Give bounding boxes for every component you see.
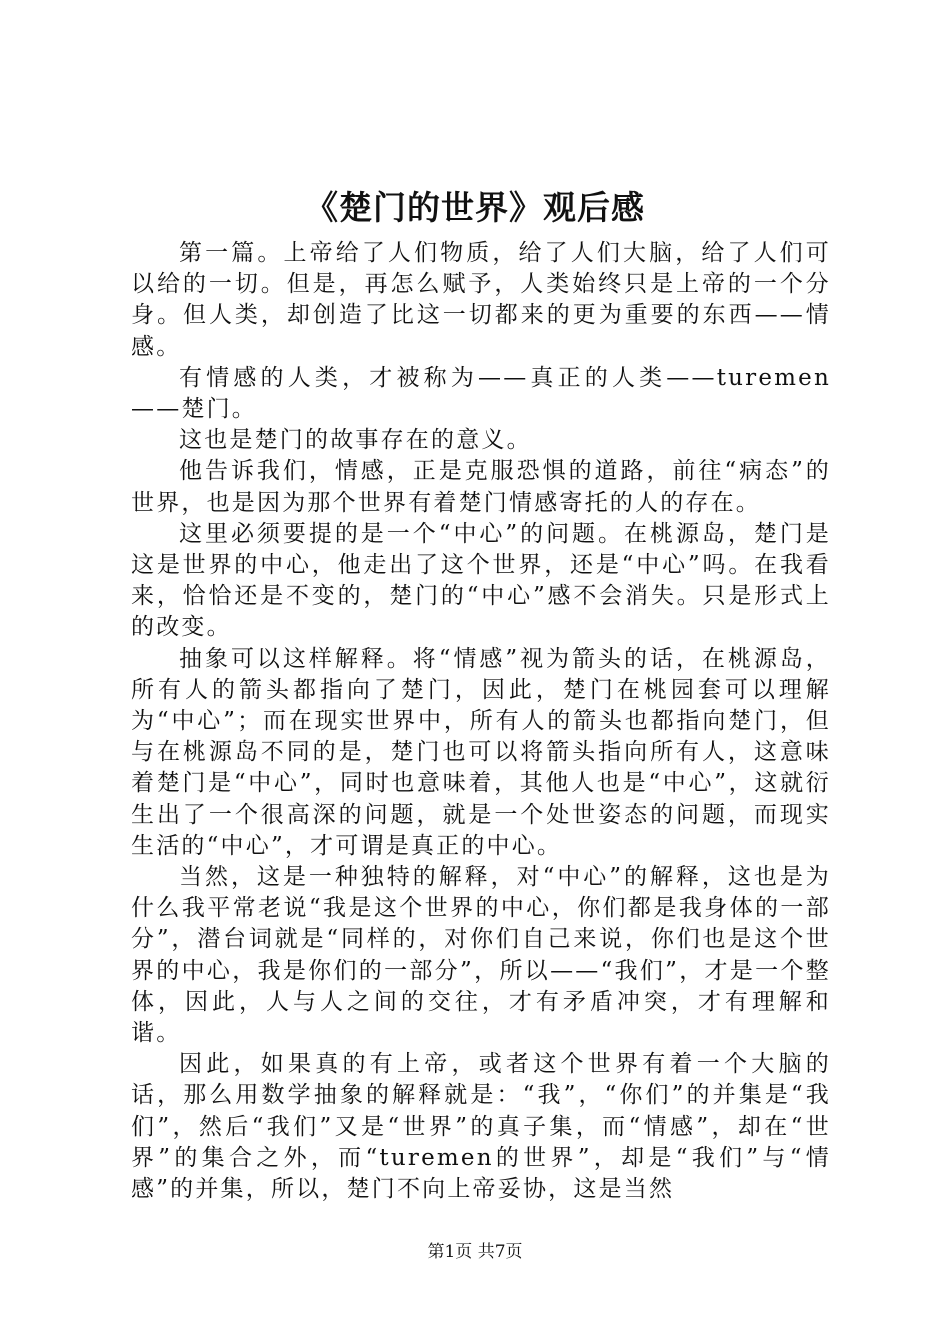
paragraph: 抽象可以这样解释。将“情感”视为箭头的话，在桃源岛，所有人的箭头都指向了楚门，因此，楚门在桃园套可以理解为“中心”；而在现实世界中，所有人的箭头也都指向楚门，但与在桃源岛不同的是，楚门也可以将箭头指向所有人，这意味着楚门是“中心”，同时也意味着，其他人也是“中心”，这就衍生出了一个很高深的问题，就是一个处世姿态的问题，而现实生活的“中心”，才可谓是真正的中心。 — [131, 645, 831, 859]
paragraph: 第一篇。上帝给了人们物质，给了人们大脑，给了人们可以给的一切。但是，再怎么赋予，人类始终只是上帝的一个分身。但人类，却创造了比这一切都来的更为重要的东西——情感。 — [131, 240, 831, 360]
paragraph: 因此，如果真的有上帝，或者这个世界有着一个大脑的话，那么用数学抽象的解释就是：“我”，“你们”的并集是“我们”，然后“我们”又是“世界”的真子集，而“情感”，却在“世界”的集合之外，而“turemen的世界”，却是“我们”与“情感”的并集，所以，楚门不向上帝妥协，这是当然 — [131, 1051, 831, 1203]
paragraph: 当然，这是一种独特的解释，对“中心”的解释，这也是为什么我平常老说“我是这个世界的中心，你们都是我身体的一部分”，潜台词就是“同样的，对你们自己来说，你们也是这个世界的中心，我是你们的一部分”，所以——“我们”，才是一个整体，因此，人与人之间的交往，才有矛盾冲突，才有理解和谐。 — [131, 864, 831, 1047]
paragraph: 这也是楚门的故事存在的意义。 — [179, 427, 532, 454]
paragraph: 有情感的人类，才被称为——真正的人类——turemen——楚门。 — [131, 364, 831, 423]
paragraph: 他告诉我们，情感，正是克服恐惧的道路，前往“病态”的世界，也是因为那个世界有着楚门情感寄托的人的存在。 — [131, 458, 831, 516]
document-body — [131, 238, 831, 1205]
document-title: 《楚门的世界》观后感 — [305, 188, 645, 227]
paragraph: 这里必须要提的是一个“中心”的问题。在桃源岛，楚门是这是世界的中心，他走出了这个世界，还是“中心”吗。在我看来，恰恰还是不变的，楚门的“中心”感不会消失。只是形式上的改变。 — [131, 520, 831, 641]
page-number-footer: 第1页 共7页 — [427, 1242, 523, 1262]
